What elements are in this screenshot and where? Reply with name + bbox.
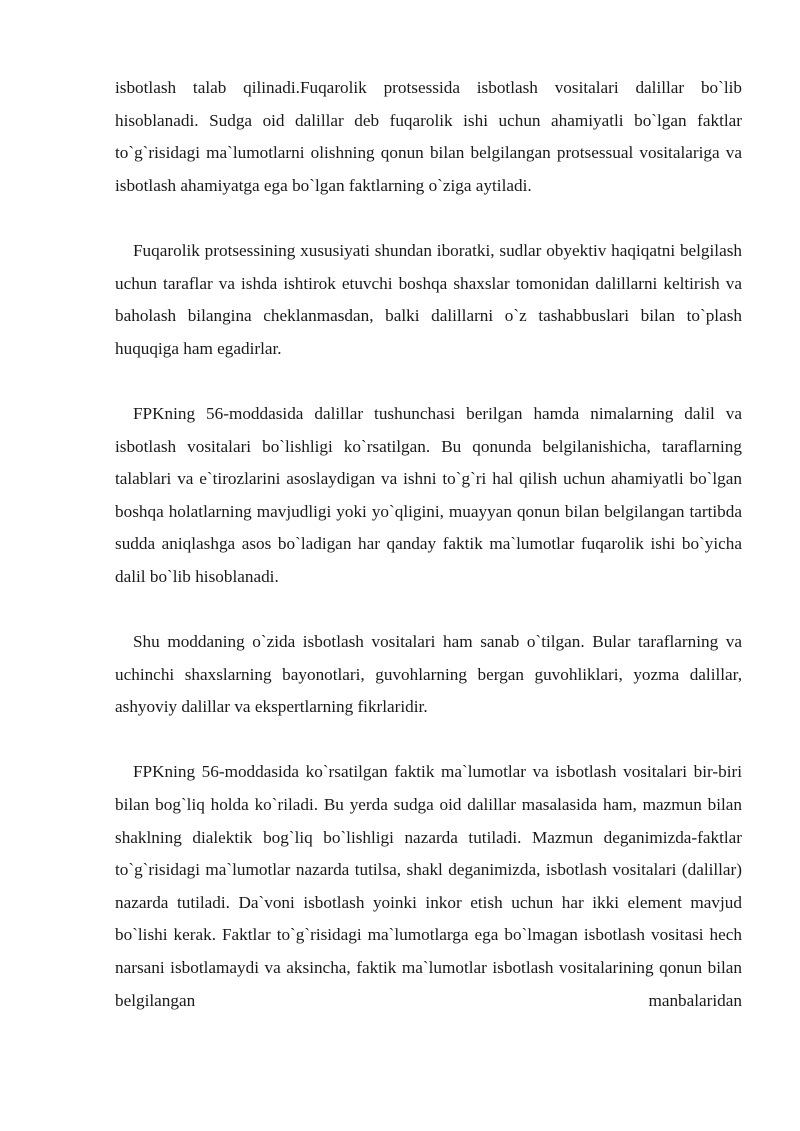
paragraph-article-56-definition: FPKning 56-moddasida dalillar tushunchasi berilgan hamda nimalarning dalil va isbotlash vositalari bo`lishligi ko`rsatilgan. Bu qonunda belgilanishicha, taraflarning talablari va e`tirozlarini asoslaydigan va ishni to`g`ri hal qilish uchun ahamiyatli bo`lgan boshqa holatlarning mavjudligi yoki yo`qligini, muayyan qonun bilan belgilangan tartibda sudda aniqlashga asos bo`ladigan har qanday faktik ma`lumotlar fuqarolik ishi bo`yicha dalil bo`lib hisoblanadi.	[115, 403, 742, 586]
paragraph-means-of-proof: Shu moddaning o`zida isbotlash vositalari ham sanab o`tilgan. Bular taraflarning va uchinchi shaxslarning bayonotlari, guvohlarning bergan guvohliklari, yozma dalillar, ashyoviy dalillar va ekspertlarning fikrlaridir.	[115, 632, 742, 717]
paragraph-procedure-features: Fuqarolik protsessining xususiyati shundan iboratki, sudlar obyektiv haqiqatni belgilash uchun taraflar va ishda ishtirok etuvchi boshqa shaxslar tomonidan dalillarni keltirish va baholash bilangina cheklanmasdan, balki dalillarni o`z tashabbuslari bilan to`plash huquqiga ham egadirlar.	[115, 240, 742, 358]
paragraph-continuation: isbotlash talab qilinadi.Fuqarolik protsessida isbotlash vositalari dalillar bo`lib hisoblanadi. Sudga oid dalillar deb fuqarolik ishi uchun ahamiyatli bo`lgan faktlar to`g`risidagi ma`lumotlarni olishning qonun bilan belgilangan protsessual vositalariga va isbotlash ahamiyatga ega bo`lgan faktlarning o`ziga aytiladi.	[115, 78, 742, 195]
document-body	[115, 72, 742, 1050]
paragraph-content-and-form: FPKning 56-moddasida ko`rsatilgan faktik ma`lumotlar va isbotlash vositalari bir-biri bilan bog`liq holda ko`riladi. Bu yerda sudga oid dalillar masalasida ham, mazmun bilan shaklning dialektik bog`liq bo`lishligi nazarda tutiladi. Mazmun deganimizda-faktlar to`g`risidagi ma`lumotlar nazarda tutilsa, shakl deganimizda, isbotlash vositalari (dalillar) nazarda tutiladi. Da`voni isbotlash yoinki inkor etish uchun har ikki element mavjud bo`lishi kerak. Faktlar to`g`risidagi ma`lumotlarga ega bo`lmagan isbotlash vositasi hech narsani isbotlamaydi va aksincha, faktik ma`lumotlar isbotlash vositalarining qonun bilan belgilangan manbalaridan	[115, 762, 742, 1010]
